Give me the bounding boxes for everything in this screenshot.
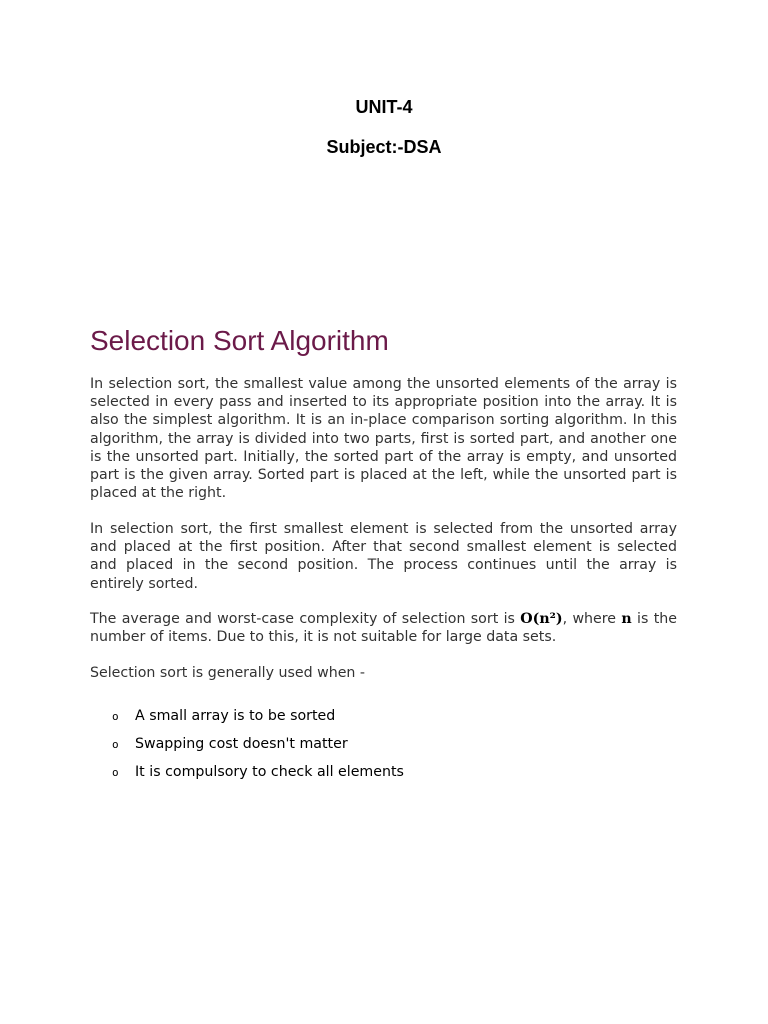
paragraph-usage-intro: Selection sort is generally used when - <box>90 665 366 681</box>
complexity-text-part2: , where <box>562 611 622 627</box>
paragraph-intro: In selection sort, the smallest value among the unsorted elements of the array is selected in every pass and inserted to its appropriate position into the array. It is also the simplest algorithm. It is an in-place comparison sorting algorithm. In this algorithm, the array is divided into two parts, first is sorted part, and another one is the unsorted part. Initially, the sorted part of the array is empty, and unsorted part is the given array. Sorted part is placed at the left, while the unsorted part is placed at the right. <box>90 376 677 502</box>
unit-title: UNIT-4 <box>355 97 413 117</box>
paragraph-complexity <box>90 610 677 646</box>
list-item-text: It is compulsory to check all elements <box>135 764 404 780</box>
complexity-text-part1: The average and worst-case complexity of selection sort is <box>90 611 521 627</box>
complexity-notation: O(n²) <box>520 611 563 627</box>
list-item-text: A small array is to be sorted <box>135 708 336 724</box>
bullet-circle-icon: o <box>112 766 119 779</box>
variable-n: n <box>621 611 632 627</box>
paragraph-process: In selection sort, the first smallest element is selected from the unsorted array and placed at the first position. After that second smallest element is selected and placed in the second position. The process continues until the array is entirely sorted. <box>90 521 677 592</box>
subject-title: Subject:-DSA <box>326 137 442 157</box>
complexity-text-part3: is the number of items. Due to this, it is not suitable for large data sets. <box>90 611 677 646</box>
bullet-circle-icon: o <box>112 738 119 751</box>
list-item-text: Swapping cost doesn't matter <box>135 736 348 752</box>
bullet-circle-icon: o <box>112 710 119 723</box>
section-heading: Selection Sort Algorithm <box>90 325 389 356</box>
